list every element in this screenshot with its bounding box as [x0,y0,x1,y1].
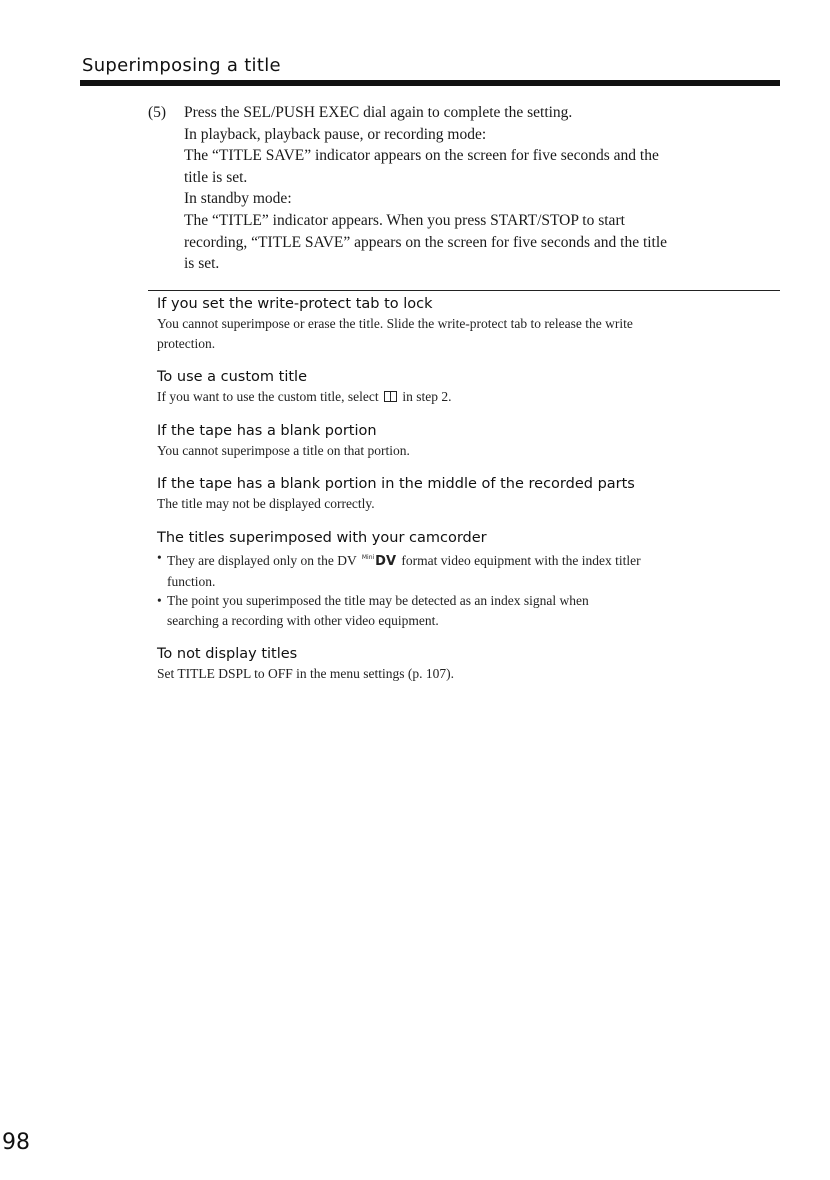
section-title: Superimposing a title [82,55,281,76]
note-custom-title [157,367,789,407]
bullet-item [157,548,789,591]
note-text-part: searching a recording with other video equipment. [167,612,439,628]
step-line: The “TITLE SAVE” indicator appears on the screen for five seconds and the [184,147,659,165]
step-line: recording, “TITLE SAVE” appears on the screen for five seconds and the title [184,233,668,251]
note-text: You cannot superimpose a title on that portion. [157,442,410,458]
note-text: protection. [157,335,216,351]
step-line: The “TITLE” indicator appears. When you press START/STOP to start [184,211,625,229]
note-write-protect [157,294,789,353]
note-text-part: in step 2. [402,389,452,405]
step-line: is set. [184,255,220,273]
title-rule [80,80,780,86]
note-text-part: They are displayed only on the DV [167,552,357,568]
note-text-part: format video equipment with the index titler [401,552,641,568]
custom-title-icon [384,391,397,402]
note-blank-middle [157,474,789,514]
step-line: In playback, playback pause, or recording mode: [184,125,487,143]
step-line: Press the SEL/PUSH EXEC dial again to complete the setting. [184,104,573,121]
note-heading: To not display titles [157,646,298,663]
note-heading: If the tape has a blank portion in the middle of the recorded parts [157,476,635,493]
mini-dv-logo: $^{Mini}$DV [361,553,397,569]
note-heading: If the tape has a blank portion [157,422,377,439]
bullet: • [157,549,162,565]
note-display-titles [157,644,789,684]
note-heading: To use a custom title [157,369,307,386]
page-number: 98 [2,1130,30,1155]
notes-section [157,294,789,698]
notes-divider [148,290,780,291]
note-text: The title may not be displayed correctly. [157,496,375,512]
note-blank-portion [157,421,789,461]
step-number: (5) [148,104,167,121]
step-5 [148,102,788,275]
note-camcorder-titles [157,528,789,630]
note-heading: The titles superimposed with your camcorder [157,529,487,546]
note-text: Set TITLE DSPL to OFF in the menu settings (p. 107). [157,666,454,682]
note-text-part: If you want to use the custom title, select [157,389,379,405]
bullet-item [157,591,789,630]
bullet: • [157,593,162,609]
step-line: In standby mode: [184,190,292,208]
note-text-part: The point you superimposed the title may be detected as an index signal when [167,593,589,609]
note-text: You cannot superimpose or erase the title. Slide the write-protect tab to release the write [157,316,633,331]
step-line: title is set. [184,168,248,186]
note-heading: If you set the write-protect tab to lock [157,296,433,312]
note-text-part: function. [167,573,216,589]
note-text [157,387,789,407]
